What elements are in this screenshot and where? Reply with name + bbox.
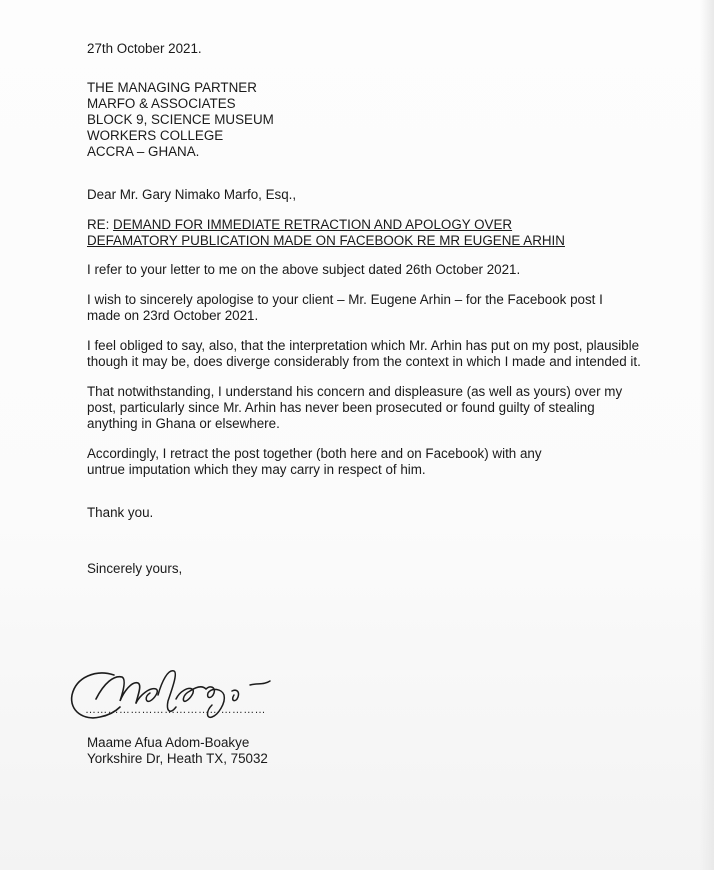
subject-line-2 [87, 233, 647, 249]
letter-date: 27th October 2021. [87, 41, 202, 56]
recipient-address [87, 80, 647, 160]
recipient-address-line: THE MANAGING PARTNER [87, 80, 257, 95]
signer-block [87, 735, 268, 767]
paragraph: I refer to your letter to me on the above subject dated 26th October 2021. [87, 262, 521, 277]
recipient-address-line: BLOCK 9, SCIENCE MUSEUM [87, 112, 274, 127]
recipient-address-line: MARFO & ASSOCIATES [87, 96, 236, 111]
letter-body [87, 41, 647, 577]
subject-heading [87, 217, 647, 249]
paragraph: I feel obliged to say, also, that the interpretation which Mr. Arhin has put on my post, plausible though it may be, does diverge considerably from the context in which I made and intended it. [87, 338, 641, 369]
recipient-address-line: WORKERS COLLEGE [87, 128, 224, 143]
subject-text-2: DEFAMATORY PUBLICATION MADE ON FACEBOOK RE MR EUGENE ARHIN [87, 233, 565, 248]
signature-block [66, 655, 326, 725]
signer-name: Maame Afua Adom-Boakye [87, 735, 250, 750]
subject-text-1: DEMAND FOR IMMEDIATE RETRACTION AND APOLOGY OVER [113, 217, 513, 232]
subject-prefix: RE: [87, 217, 114, 232]
salutation: Dear Mr. Gary Nimako Marfo, Esq., [87, 187, 297, 202]
recipient-address-line: ACCRA – GHANA. [87, 144, 200, 159]
paragraph: Accordingly, I retract the post together (both here and on Facebook) with any untrue imputation which they may carry in respect of him. [87, 446, 542, 477]
paragraph: I wish to sincerely apologise to your client – Mr. Eugene Arhin – for the Facebook post I made on 23rd October 2021. [87, 292, 603, 323]
thanks-line: Thank you. [87, 505, 154, 520]
closing-line: Sincerely yours, [87, 561, 183, 576]
signer-address: Yorkshire Dr, Heath TX, 75032 [87, 751, 268, 766]
signature-dotted-line: ………………………………………… [85, 704, 266, 716]
subject-line-1 [87, 217, 647, 233]
page-edge-shadow [700, 0, 714, 870]
paragraph: That notwithstanding, I understand his concern and displeasure (as well as yours) over my post, particularly since Mr. Arhin has never been prosecuted or found guilty of stealing anything in Ghana or elsewhere. [87, 384, 623, 431]
